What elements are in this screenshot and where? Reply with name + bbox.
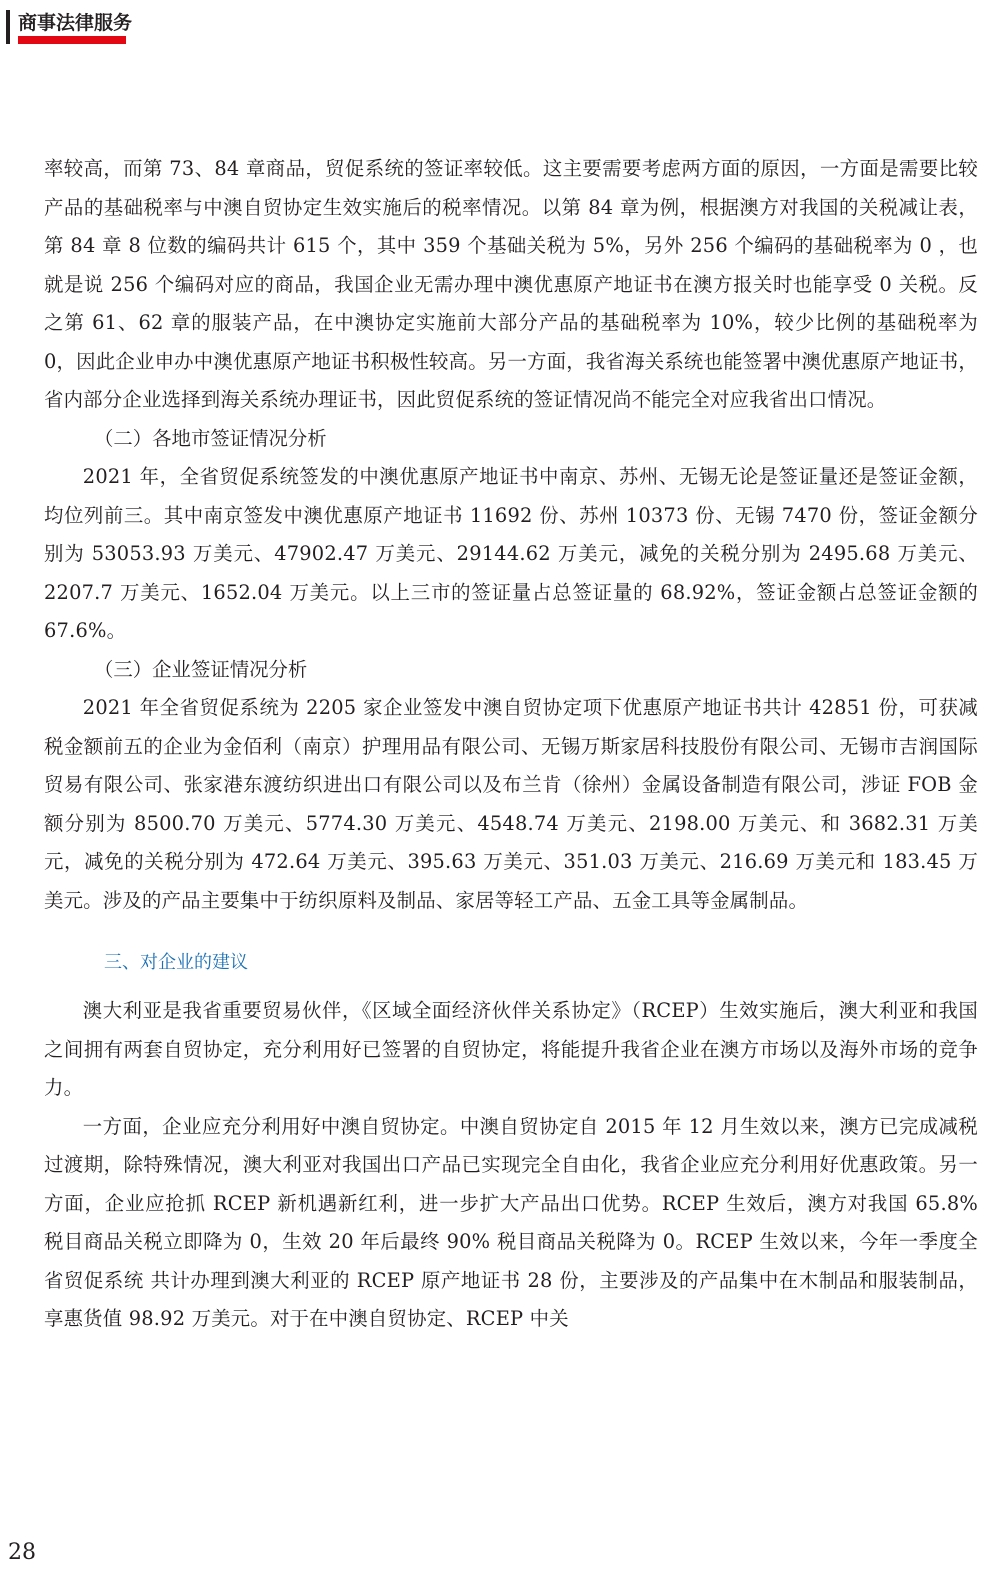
paragraph-suggestions-detail: 一方面，企业应充分利用好中澳自贸协定。中澳自贸协定自 2015 年 12 月生效以来，澳方已完成减税过渡期，除特殊情况，澳大利亚对我国出口产品已实现完全自由化，我省企业应充分利用好优惠政策。另一方面，企业应抢抓 RCEP 新机遇新红利，进一步扩大产品出口优势。RCEP 生效后，澳方对我国 65.8% 税目商品关税立即降为 0，生效 20 年后最终 90% 税目商品关税降为 0。RCEP 生效以来，今年一季度全省贸促系统 共计办理到澳大利亚的 RCEP 原产地证书 28 份，主要涉及的产品集中在木制品和服装制品，享惠货值 98.92 万美元。对于在中澳自贸协定、RCEP 中关 [44,1114,978,1330]
paragraph-city-analysis: 2021 年，全省贸促系统签发的中澳优惠原产地证书中南京、苏州、无锡无论是签证量还是签证金额，均位列前三。其中南京签发中澳优惠原产地证书 11692 份、苏州 10373 份、无锡 7470 份，签证金额分别为 53053.93 万美元、47902.47 万美元、29144.62 万美元，减免的关税分别为 2495.68 万美元、2207.7 万美元、1652.04 万美元。以上三市的签证量占总签证量的 68.92%，签证金额占总签证金额的 67.6%。 [44,465,978,642]
paragraph-enterprise-analysis: 2021 年全省贸促系统为 2205 家企业签发中澳自贸协定项下优惠原产地证书共计 42851 份，可获减税金额前五的企业为金佰利（南京）护理用品有限公司、无锡万斯家居科技股份有限公司、无锡市吉润国际贸易有限公司、张家港东渡纺织进出口有限公司以及布兰肯（徐州）金属设备制造有限公司，涉证 FOB 金额分别为 8500.70 万美元、5774.30 万美元、4548.74 万美元、2198.00 万美元、和 3682.31 万美元，减免的关税分别为 472.64 万美元、395.63 万美元、351.03 万美元、216.69 万美元和 183.45 万美元。涉及的产品主要集中于纺织原料及制品、家居等轻工产品、五金工具等金属制品。 [44,696,978,912]
header-bar [6,10,10,44]
subheading-enterprise-analysis: （三）企业签证情况分析 [94,657,308,681]
running-header [0,0,140,50]
paragraph-continuation: 率较高，而第 73、84 章商品，贸促系统的签证率较低。这主要需要考虑两方面的原因，一方面是需要比较产品的基础税率与中澳自贸协定生效实施后的税率情况。以第 84 章为例，根据澳方对我国的关税减让表，第 84 章 8 位数的编码共计 615 个，其中 359 个基础关税为 5%，另外 256 个编码的基础税率为 0 ，也就是说 256 个编码对应的商品，我国企业无需办理中澳优惠原产地证书在澳方报关时也能享受 0 关税。反之第 61、62 章的服装产品，在中澳协定实施前大部分产品的基础税率为 10%，较少比例的基础税率为 0，因此企业申办中澳优惠原产地证书积极性较高。另一方面，我省海关系统也能签署中澳优惠原产地证书，省内部分企业选择到海关系统办理证书，因此贸促系统的签证情况尚不能完全对应我省出口情况。 [44,157,978,411]
header-accent-line [18,36,126,44]
paragraph-suggestions-intro: 澳大利亚是我省重要贸易伙伴，《区域全面经济伙伴关系协定》（RCEP）生效实施后，澳大利亚和我国之间拥有两套自贸协定，充分利用好已签署的自贸协定，将能提升我省企业在澳方市场以及海外市场的竞争力。 [44,999,978,1099]
page-number: 28 [8,1540,36,1565]
section-title: 商事法律服务 [18,12,133,34]
subheading-city-analysis: （二）各地市签证情况分析 [94,426,327,450]
section-heading-suggestions: 三、对企业的建议 [104,952,248,973]
article-body [44,150,978,1339]
